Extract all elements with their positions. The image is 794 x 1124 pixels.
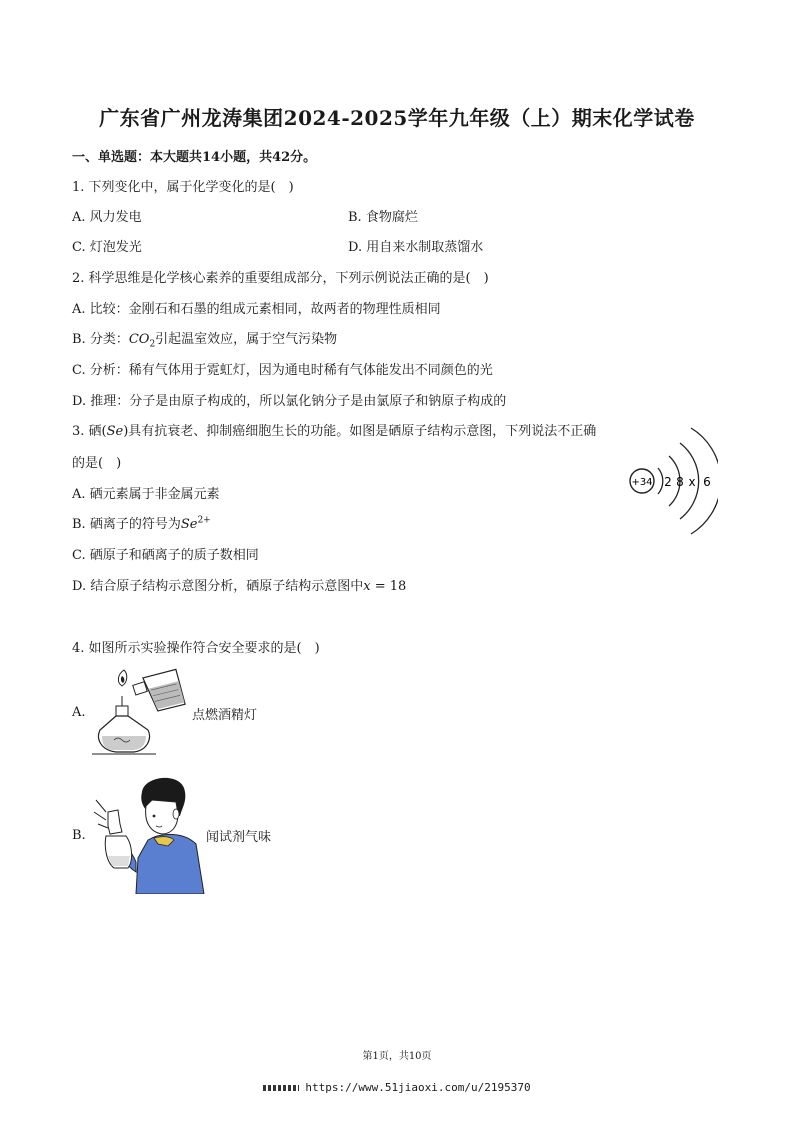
shell-count-3: x [688, 475, 696, 489]
watermark-url: https://www.51jiaoxi.com/u/2195370 [305, 1081, 531, 1094]
selenium-atom-diagram [618, 418, 718, 548]
q1-option-c: C. 灯泡发光 [72, 240, 142, 255]
q1-option-d: D. 用自来水制取蒸馏水 [348, 240, 484, 255]
page-title: 广东省广州龙涛集团2024-2025学年九年级（上）期末化学试卷 [99, 106, 695, 130]
q4-option-b-label: B. [72, 828, 86, 843]
q3-stem-line2: 的是( ) [72, 456, 122, 471]
q2-option-b-prefix: B. 分类： [72, 332, 129, 347]
q2-option-a: A. 比较：金刚石和石墨的组成元素相同，故两者的物理性质相同 [72, 302, 441, 317]
q2-stem: 2. 科学思维是化学核心素养的重要组成部分，下列示例说法正确的是( ) [72, 271, 489, 286]
q4-stem: 4. 如图所示实验操作符合安全要求的是( ) [72, 641, 320, 656]
q3-option-d-suffix: = 18 [370, 579, 407, 594]
q2-option-c: C. 分析：稀有气体用于霓虹灯，因为通电时稀有气体能发出不同颜色的光 [72, 363, 493, 378]
q4-option-a-label: A. [72, 705, 86, 720]
q3-stem [72, 420, 596, 439]
lighting-alcohol-lamp-figure [86, 664, 190, 760]
q4-option-b-caption: 闻试剂气味 [206, 830, 272, 845]
q3-option-a: A. 硒元素属于非金属元素 [72, 487, 220, 502]
nucleus-charge: +34 [631, 477, 653, 488]
q2-option-b [72, 328, 337, 350]
q1-option-b: B. 食物腐烂 [348, 210, 418, 225]
watermark [0, 1081, 794, 1094]
co2-formula: CO [128, 332, 150, 347]
shell-arc-1 [658, 468, 663, 494]
smelling-reagent-figure [92, 772, 208, 894]
co2-subscript: 2 [149, 339, 156, 350]
shell-count-1: 2 [664, 475, 672, 489]
q2-option-d: D. 推理：分子是由原子构成的，所以氯化钠分子是由氯原子和钠原子构成的 [72, 394, 507, 409]
q3-stem-pre: 3. 硒( [72, 424, 107, 439]
q2-option-b-suffix: 引起温室效应，属于空气污染物 [155, 332, 338, 347]
q3-option-d-prefix: D. 结合原子结构示意图分析，硒原子结构示意图中 [72, 579, 364, 594]
q3-option-d [72, 575, 406, 594]
shell-count-2: 8 [676, 475, 684, 489]
page-footer: 第1页，共10页 [362, 1051, 432, 1062]
q4-option-a-caption: 点燃酒精灯 [192, 708, 258, 723]
q1-stem: 1. 下列变化中，属于化学变化的是( ) [72, 180, 294, 195]
q1-option-a: A. 风力发电 [72, 210, 142, 225]
se-symbol: Se [106, 424, 124, 439]
watermark-logo-icon [263, 1085, 299, 1091]
q3-option-c: C. 硒原子和硒离子的质子数相同 [72, 548, 259, 563]
q3-stem-post: )具有抗衰老、抑制癌细胞生长的功能。如图是硒原子结构示意图，下列说法不正确 [123, 424, 597, 439]
x-variable: x [363, 579, 371, 594]
se-ion-symbol: Se [180, 517, 198, 532]
section-heading: 一、单选题：本大题共14小题，共42分。 [72, 150, 317, 165]
q3-option-b-prefix: B. 硒离子的符号为 [72, 517, 181, 532]
se-ion-charge: 2+ [197, 515, 211, 526]
q3-option-b [72, 513, 211, 532]
shell-count-4: 6 [703, 475, 711, 489]
